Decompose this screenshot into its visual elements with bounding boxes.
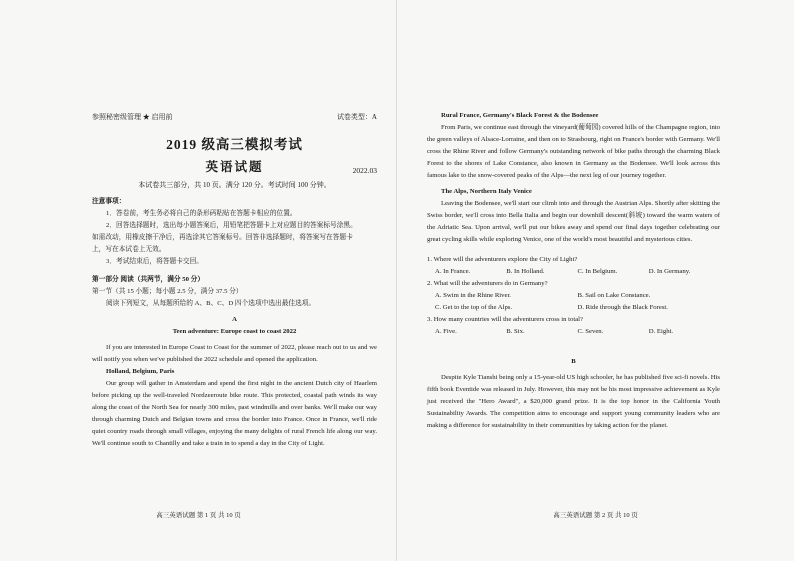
q3-option-c: C. Seven. <box>577 328 604 335</box>
notice-title: 注意事项： <box>92 198 126 205</box>
question-1-options <box>427 266 720 278</box>
notice-line-2: 2．回答选择题时，选出每小题答案后，用铅笔把答题卡上对应题目的答案标号涂黑。 <box>106 222 357 229</box>
q1-option-a: A. In France. <box>435 268 471 275</box>
q3-option-a: A. Five. <box>435 328 457 335</box>
question-2-options-row1 <box>427 290 720 302</box>
subject-title: 英语试题 <box>205 160 264 174</box>
paragraph-rural-france: From Paris, we continue east through the vineyard(葡萄园) covered hills of the Champagne region, into the green valleys of Alsace-Lorraine, and then on to Strasbourg, right on France's border with Germany. We'll cross the Rhine River and follow Germany's outstanding network of bike paths through the charming Black Forest to the shores of Lake Constance, also known in Germany as the Bodensee. We'll look across this famous lake to the snow-covered peaks of the Alps—the next leg of our journey together. <box>427 124 720 179</box>
question-3: 3. How many countries will the adventurers cross in total? <box>427 316 584 323</box>
question-3-options <box>427 326 720 338</box>
q2-option-c: C. Get to the top of the Alps. <box>435 304 513 311</box>
subheading-alps: The Alps, Northern Italy Venice <box>441 188 532 195</box>
subject-title-row <box>92 157 377 176</box>
part-title: 第一部分 阅读（共两节，满分 50 分） <box>92 276 205 283</box>
page-footer-2: 高三英语试题 第 2 页 共 10 页 <box>553 512 638 519</box>
q1-option-c: C. In Belgium. <box>577 268 618 275</box>
subheading-rural-france: Rural France, Germany's Black Forest & the Bodensee <box>441 112 599 119</box>
question-1: 1. Where will the adventurers explore the City of Light? <box>427 256 578 263</box>
q3-option-d: D. Eight. <box>648 328 674 335</box>
exam-date: 2022.03 <box>352 166 377 175</box>
right-page <box>397 0 794 561</box>
notice-line-5: 3．考试结束后，将答题卡交回。 <box>106 258 203 265</box>
q1-option-d: D. In Germany. <box>648 268 691 275</box>
paragraph-alps: Leaving the Bodensee, we'll start our climb into and through the Austrian Alps. Shortly after skitting the Swiss border, we'll cross into Bella Italia and begin our downhill descent(斜坡) toward the warm waters of the Adriatic Sea. Upon arrival, we'll put our bikes away and spend our final days together celebrating our great cycling skills while exploring Venice, one of the world's most beautiful and mysterious cities. <box>427 200 720 243</box>
paragraph-holland: Our group will gather in Amsterdam and spend the first night in the ancient Dutch city of Haarlem before picking up the well-traveled Nordzeeroute bike route. This protected, coastal path winds its way along the coast of the North Sea for nearly 300 miles, past windmills and over banks. We'll make our way through charming Dutch and Belgian towns and cross the border into France. Once in France, we'll ride quiet country roads through small villages, enjoying the many delights of rural French life along our way. We'll continue south to Chantilly and take a train in to spend a day in the City of Light. <box>92 380 377 447</box>
passage-b-paragraph: Despite Kyle Tianshi being only a 15-year-old US high schooler, he has published five sci-fi novels. His fifth book Eventide was released in July. However, this may not be his most impressive achievement as Kyle just received the "Hero Award", a $20,000 grand prize. It is the top honor in the California Youth Sustainability Awards. The competition aims to encourage and support young community leaders who are making a difference for sustainability in their communities by taking action for the planet. <box>427 374 720 429</box>
notice-line-3: 如需改动，用橡皮擦干净后，再选涂其它答案标号。回答非选择题时，将答案写在答题卡 <box>92 234 353 241</box>
q3-option-b: B. Six. <box>506 328 525 335</box>
section-title: 第一节（共 15 小题；每小题 2.5 分，满分 37.5 分） <box>92 288 243 295</box>
question-2: 2. What will the adventurers do in Germany? <box>427 280 548 287</box>
instruction: 阅读下列短文，从每题所给的 A、B、C、D 四个选项中选出最佳选项。 <box>106 300 316 307</box>
notice-line-1: 1．答卷前，考生务必将自己的条形码粘贴在答题卡相应的位置。 <box>106 210 297 217</box>
paper-type-label: 试卷类型：A <box>336 113 377 121</box>
passage-b-letter: B <box>571 358 576 365</box>
q2-option-b: B. Sail on Lake Constance. <box>577 292 651 299</box>
passage-title: Teen adventure: Europe coast to coast 2022 <box>172 328 297 335</box>
header-row <box>92 112 377 123</box>
q1-option-b: B. In Holland. <box>506 268 545 275</box>
subheading-holland: Holland, Belgium, Paris <box>106 368 175 375</box>
q2-option-a: A. Swim in the Rhine River. <box>435 292 511 299</box>
exam-info: 本试卷共三部分，共 10 页。满分 120 分。考试时间 100 分钟。 <box>138 181 331 189</box>
passage-intro: If you are interested in Europe Coast to Coast for the summer of 2022, please reach out to us and we will notify you when we've published the 2022 schedule and opened the application. <box>92 344 377 363</box>
page-footer-1: 高三英语试题 第 1 页 共 10 页 <box>156 512 241 519</box>
q2-option-d: D. Ride through the Black Forest. <box>577 304 668 311</box>
exam-title: 2019 级高三模拟考试 <box>166 137 303 152</box>
question-2-options-row2 <box>427 302 720 314</box>
notice-line-4: 上，写在本试卷上无效。 <box>92 246 166 253</box>
secret-label: 参照秘密级管理 ★ 启用前 <box>92 113 173 121</box>
passage-letter: A <box>232 316 237 323</box>
